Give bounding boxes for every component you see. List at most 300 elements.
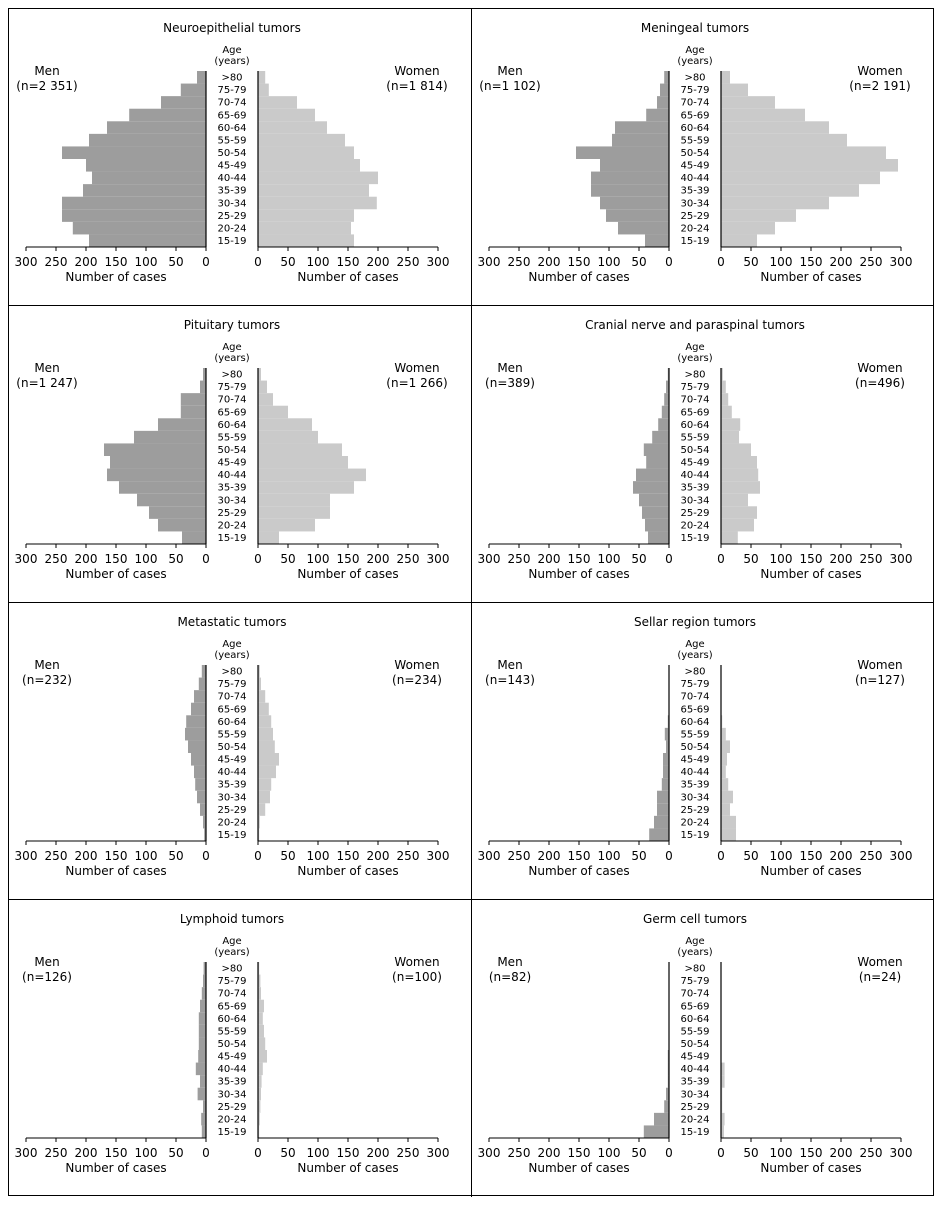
men-bar xyxy=(202,1125,206,1138)
men-label: Men xyxy=(34,658,60,672)
age-group-label: >80 xyxy=(684,666,706,678)
age-group-label: 60-64 xyxy=(217,419,247,431)
age-group-label: 70-74 xyxy=(217,691,247,703)
women-x-tick-label: 100 xyxy=(306,552,330,566)
women-x-tick-label: 300 xyxy=(426,552,450,566)
women-bar xyxy=(258,172,378,185)
men-bar xyxy=(200,1075,206,1088)
men-bar xyxy=(197,71,206,84)
age-group-label: 60-64 xyxy=(680,419,710,431)
women-bar xyxy=(258,234,354,247)
women-bar xyxy=(258,494,330,507)
men-x-tick-label: 100 xyxy=(134,552,158,566)
women-x-tick-label: 200 xyxy=(829,552,853,566)
women-bar xyxy=(721,234,757,247)
age-axis-label: Age xyxy=(685,45,705,56)
women-x-tick-label: 0 xyxy=(717,849,725,863)
men-bar xyxy=(662,778,669,791)
age-group-label: 75-79 xyxy=(217,85,247,97)
age-group-label: 55-59 xyxy=(217,729,247,741)
women-x-tick-label: 200 xyxy=(829,255,853,269)
women-count: (n=100) xyxy=(392,970,442,984)
age-group-label: >80 xyxy=(684,72,706,84)
women-bar xyxy=(721,803,730,816)
men-bar xyxy=(202,665,206,678)
women-bar xyxy=(258,1025,264,1038)
men-bar xyxy=(62,209,206,222)
men-x-tick-label: 0 xyxy=(202,1146,210,1160)
age-group-label: 35-39 xyxy=(217,779,247,791)
chart-title: Cranial nerve and paraspinal tumors xyxy=(585,318,805,332)
women-bar xyxy=(258,803,265,816)
men-x-tick-label: 0 xyxy=(202,255,210,269)
women-count: (n=2 191) xyxy=(849,79,911,93)
women-x-axis-title: Number of cases xyxy=(297,864,399,878)
men-bar xyxy=(652,431,669,444)
men-x-tick-label: 50 xyxy=(631,849,647,863)
men-bar xyxy=(129,109,206,122)
pyramid-chart xyxy=(9,9,472,306)
chart-panel xyxy=(472,603,933,900)
women-bar xyxy=(721,121,829,134)
men-bar xyxy=(649,828,669,841)
age-group-label: 30-34 xyxy=(680,1089,710,1101)
age-group-label: 30-34 xyxy=(217,792,247,804)
men-x-tick-label: 150 xyxy=(104,552,128,566)
men-bar xyxy=(618,222,669,235)
age-group-label: 45-49 xyxy=(217,1051,247,1063)
women-x-tick-label: 300 xyxy=(889,255,913,269)
women-x-tick-label: 50 xyxy=(743,1146,759,1160)
women-x-tick-label: 100 xyxy=(769,552,793,566)
men-x-tick-label: 150 xyxy=(567,849,591,863)
men-bar xyxy=(149,506,206,519)
age-group-label: 70-74 xyxy=(680,97,710,109)
men-x-tick-label: 200 xyxy=(74,849,98,863)
women-bar xyxy=(721,443,751,456)
age-group-label: 25-29 xyxy=(217,507,247,519)
men-x-axis-title: Number of cases xyxy=(528,270,630,284)
age-axis-unit: (years) xyxy=(214,353,250,364)
women-bar xyxy=(721,728,726,741)
men-bar xyxy=(644,443,669,456)
pyramid-chart xyxy=(472,900,933,1197)
men-bar xyxy=(600,159,669,172)
men-count: (n=2 351) xyxy=(16,79,78,93)
age-group-label: 30-34 xyxy=(217,198,247,210)
women-bar xyxy=(721,469,758,482)
women-x-axis-title: Number of cases xyxy=(297,270,399,284)
men-bar xyxy=(181,84,206,97)
women-x-tick-label: 50 xyxy=(280,255,296,269)
chart-panel xyxy=(472,900,933,1197)
women-x-tick-label: 0 xyxy=(254,1146,262,1160)
age-group-label: 70-74 xyxy=(680,394,710,406)
women-x-axis-title: Number of cases xyxy=(760,567,862,581)
women-bar xyxy=(258,715,271,728)
women-x-tick-label: 150 xyxy=(799,1146,823,1160)
chart-panel xyxy=(9,603,472,900)
women-bar xyxy=(721,184,859,197)
men-bar xyxy=(654,816,669,829)
age-group-label: 75-79 xyxy=(217,976,247,988)
age-group-label: 75-79 xyxy=(680,976,710,988)
pyramid-chart xyxy=(472,306,933,603)
men-x-tick-label: 250 xyxy=(507,552,531,566)
men-x-tick-label: 250 xyxy=(44,1146,68,1160)
men-x-tick-label: 250 xyxy=(507,849,531,863)
women-bar xyxy=(258,1000,264,1013)
women-bar xyxy=(721,71,730,84)
men-bar xyxy=(654,1113,669,1126)
age-group-label: 40-44 xyxy=(680,173,710,185)
women-bar xyxy=(258,778,271,791)
age-group-label: 25-29 xyxy=(680,507,710,519)
age-group-label: 65-69 xyxy=(217,704,247,716)
age-group-label: 55-59 xyxy=(680,729,710,741)
age-axis-unit: (years) xyxy=(214,650,250,661)
age-group-label: 65-69 xyxy=(680,407,710,419)
women-bar xyxy=(258,146,354,159)
women-bar xyxy=(721,766,726,779)
age-group-label: 55-59 xyxy=(217,1026,247,1038)
men-x-tick-label: 0 xyxy=(202,849,210,863)
age-group-label: 65-69 xyxy=(680,110,710,122)
women-x-tick-label: 50 xyxy=(280,1146,296,1160)
pyramid-chart xyxy=(9,306,472,603)
men-bar xyxy=(89,134,206,147)
women-bar xyxy=(721,791,733,804)
chart-panel xyxy=(9,9,472,306)
women-x-tick-label: 300 xyxy=(889,849,913,863)
women-x-tick-label: 50 xyxy=(280,552,296,566)
men-x-tick-label: 100 xyxy=(597,1146,621,1160)
men-bar xyxy=(663,766,669,779)
men-x-axis-title: Number of cases xyxy=(65,864,167,878)
age-group-label: 15-19 xyxy=(217,533,247,544)
women-bar xyxy=(721,753,727,766)
men-x-axis-title: Number of cases xyxy=(528,864,630,878)
age-group-label: 15-19 xyxy=(680,830,710,841)
women-bar xyxy=(258,766,276,779)
women-bar xyxy=(258,531,279,544)
men-x-tick-label: 250 xyxy=(507,1146,531,1160)
women-bar xyxy=(721,816,736,829)
men-bar xyxy=(576,146,669,159)
age-group-label: 35-39 xyxy=(217,185,247,197)
men-x-tick-label: 150 xyxy=(567,552,591,566)
men-bar xyxy=(62,197,206,210)
women-x-tick-label: 250 xyxy=(396,1146,420,1160)
age-axis-unit: (years) xyxy=(677,650,713,661)
chart-title: Metastatic tumors xyxy=(177,615,287,629)
men-bar xyxy=(158,519,206,532)
age-axis-label: Age xyxy=(222,342,242,353)
age-group-label: 20-24 xyxy=(680,817,710,829)
women-x-tick-label: 100 xyxy=(769,849,793,863)
women-bar xyxy=(721,431,739,444)
women-bar xyxy=(258,134,345,147)
women-bar xyxy=(721,531,738,544)
age-group-label: 65-69 xyxy=(680,1001,710,1013)
women-bar xyxy=(258,84,269,97)
men-bar xyxy=(658,418,669,431)
chart-title: Germ cell tumors xyxy=(643,912,747,926)
men-x-tick-label: 50 xyxy=(168,1146,184,1160)
age-group-label: 35-39 xyxy=(680,185,710,197)
age-group-label: 55-59 xyxy=(217,135,247,147)
women-x-tick-label: 200 xyxy=(829,1146,853,1160)
women-label: Women xyxy=(857,955,903,969)
women-bar xyxy=(258,71,265,84)
age-group-label: 55-59 xyxy=(680,432,710,444)
women-x-tick-label: 250 xyxy=(859,849,883,863)
women-bar xyxy=(258,469,366,482)
women-x-tick-label: 0 xyxy=(717,255,725,269)
women-bar xyxy=(258,121,327,134)
women-bar xyxy=(258,1012,263,1025)
men-bar xyxy=(201,1113,206,1126)
men-bar xyxy=(181,406,206,419)
men-bar xyxy=(200,803,206,816)
women-x-tick-label: 100 xyxy=(306,255,330,269)
men-x-tick-label: 250 xyxy=(44,849,68,863)
pyramid-chart xyxy=(9,603,472,900)
women-x-tick-label: 200 xyxy=(366,255,390,269)
men-bar xyxy=(107,121,206,134)
men-label: Men xyxy=(34,955,60,969)
men-bar xyxy=(62,146,206,159)
men-label: Men xyxy=(497,955,523,969)
women-x-tick-label: 150 xyxy=(336,255,360,269)
women-x-tick-label: 50 xyxy=(280,849,296,863)
men-x-tick-label: 100 xyxy=(134,849,158,863)
men-label: Men xyxy=(34,361,60,375)
age-group-label: >80 xyxy=(684,963,706,975)
age-axis-label: Age xyxy=(222,936,242,947)
women-x-axis-title: Number of cases xyxy=(760,1161,862,1175)
age-group-label: 60-64 xyxy=(217,1013,247,1025)
age-group-label: 30-34 xyxy=(217,495,247,507)
women-label: Women xyxy=(857,658,903,672)
women-count: (n=127) xyxy=(855,673,905,687)
women-bar xyxy=(721,172,880,185)
age-group-label: 50-54 xyxy=(217,742,247,753)
men-x-tick-label: 300 xyxy=(477,255,501,269)
women-count: (n=234) xyxy=(392,673,442,687)
age-group-label: 40-44 xyxy=(680,470,710,482)
age-group-label: 15-19 xyxy=(680,1127,710,1138)
women-x-axis-title: Number of cases xyxy=(297,567,399,581)
women-x-tick-label: 250 xyxy=(859,255,883,269)
age-group-label: >80 xyxy=(221,666,243,678)
age-group-label: 70-74 xyxy=(217,97,247,109)
men-x-tick-label: 0 xyxy=(665,849,673,863)
women-x-tick-label: 200 xyxy=(366,849,390,863)
women-x-tick-label: 150 xyxy=(799,255,823,269)
age-group-label: 45-49 xyxy=(680,1051,710,1063)
men-bar xyxy=(104,443,206,456)
women-bar xyxy=(258,1050,267,1063)
men-x-tick-label: 150 xyxy=(567,255,591,269)
age-group-label: 70-74 xyxy=(217,394,247,406)
men-bar xyxy=(645,234,669,247)
men-bar xyxy=(591,184,669,197)
age-group-label: 50-54 xyxy=(680,1039,710,1050)
men-bar xyxy=(199,678,206,691)
men-x-axis-title: Number of cases xyxy=(528,1161,630,1175)
women-bar xyxy=(258,431,318,444)
men-bar xyxy=(606,209,669,222)
men-x-axis-title: Number of cases xyxy=(65,567,167,581)
men-x-tick-label: 50 xyxy=(168,849,184,863)
men-bar xyxy=(194,766,206,779)
age-group-label: 15-19 xyxy=(217,236,247,247)
age-group-label: 35-39 xyxy=(217,482,247,494)
men-bar xyxy=(181,393,206,406)
men-count: (n=1 247) xyxy=(16,376,78,390)
women-count: (n=1 266) xyxy=(386,376,448,390)
age-axis-unit: (years) xyxy=(214,947,250,958)
age-group-label: 75-79 xyxy=(217,382,247,394)
age-group-label: 25-29 xyxy=(680,804,710,816)
men-x-tick-label: 300 xyxy=(477,552,501,566)
chart-panel xyxy=(9,306,472,603)
women-bar xyxy=(258,381,267,394)
age-group-label: 40-44 xyxy=(680,1064,710,1076)
women-count: (n=496) xyxy=(855,376,905,390)
women-bar xyxy=(721,778,728,791)
women-x-tick-label: 50 xyxy=(743,552,759,566)
men-bar xyxy=(89,234,206,247)
men-count: (n=1 102) xyxy=(479,79,541,93)
men-bar xyxy=(657,96,669,109)
men-bar xyxy=(644,1125,669,1138)
women-x-tick-label: 300 xyxy=(426,255,450,269)
women-bar xyxy=(258,740,275,753)
age-group-label: 20-24 xyxy=(217,1114,247,1126)
age-group-label: 25-29 xyxy=(217,210,247,222)
women-x-tick-label: 300 xyxy=(426,1146,450,1160)
women-bar xyxy=(258,753,279,766)
pyramid-chart xyxy=(472,9,933,306)
men-x-tick-label: 100 xyxy=(597,849,621,863)
men-x-tick-label: 0 xyxy=(202,552,210,566)
men-bar xyxy=(591,172,669,185)
women-count: (n=1 814) xyxy=(386,79,448,93)
women-x-axis-title: Number of cases xyxy=(760,270,862,284)
men-x-tick-label: 150 xyxy=(104,1146,128,1160)
men-bar xyxy=(615,121,669,134)
men-bar xyxy=(195,778,206,791)
men-x-tick-label: 100 xyxy=(597,552,621,566)
age-group-label: 40-44 xyxy=(680,767,710,779)
men-x-tick-label: 300 xyxy=(14,1146,38,1160)
age-axis-label: Age xyxy=(685,936,705,947)
men-bar xyxy=(663,753,669,766)
age-group-label: 20-24 xyxy=(217,817,247,829)
men-x-tick-label: 100 xyxy=(134,255,158,269)
age-group-label: 40-44 xyxy=(217,767,247,779)
age-group-label: 30-34 xyxy=(680,792,710,804)
men-x-tick-label: 300 xyxy=(14,255,38,269)
age-group-label: 15-19 xyxy=(680,533,710,544)
men-x-tick-label: 50 xyxy=(168,255,184,269)
men-bar xyxy=(664,393,669,406)
men-bar xyxy=(134,431,206,444)
men-bar xyxy=(194,690,206,703)
age-group-label: >80 xyxy=(221,72,243,84)
women-x-tick-label: 50 xyxy=(743,849,759,863)
women-x-axis-title: Number of cases xyxy=(760,864,862,878)
age-group-label: 40-44 xyxy=(217,470,247,482)
age-group-label: 25-29 xyxy=(680,1101,710,1113)
women-bar xyxy=(721,134,847,147)
figure-grid xyxy=(8,8,934,1196)
men-bar xyxy=(664,1100,669,1113)
women-x-tick-label: 0 xyxy=(254,849,262,863)
men-bar xyxy=(660,84,669,97)
women-label: Women xyxy=(394,64,440,78)
age-group-label: 25-29 xyxy=(217,1101,247,1113)
men-label: Men xyxy=(497,64,523,78)
men-x-tick-label: 50 xyxy=(631,552,647,566)
women-x-tick-label: 150 xyxy=(799,552,823,566)
men-x-tick-label: 100 xyxy=(597,255,621,269)
age-group-label: 65-69 xyxy=(217,407,247,419)
women-x-tick-label: 300 xyxy=(889,1146,913,1160)
men-bar xyxy=(200,1000,206,1013)
age-group-label: 60-64 xyxy=(680,122,710,134)
women-x-tick-label: 150 xyxy=(336,1146,360,1160)
chart-title: Meningeal tumors xyxy=(640,21,750,35)
men-bar xyxy=(196,1063,206,1076)
age-group-label: 35-39 xyxy=(680,482,710,494)
women-bar xyxy=(258,690,265,703)
men-bar xyxy=(202,987,206,1000)
men-x-tick-label: 50 xyxy=(631,1146,647,1160)
men-x-axis-title: Number of cases xyxy=(65,1161,167,1175)
women-x-tick-label: 250 xyxy=(859,1146,883,1160)
men-x-tick-label: 300 xyxy=(477,1146,501,1160)
women-bar xyxy=(721,519,754,532)
women-bar xyxy=(258,393,273,406)
men-count: (n=232) xyxy=(22,673,72,687)
men-bar xyxy=(199,1037,206,1050)
women-bar xyxy=(721,740,730,753)
age-group-label: 75-79 xyxy=(217,679,247,691)
age-group-label: 40-44 xyxy=(217,173,247,185)
men-bar xyxy=(186,715,206,728)
women-bar xyxy=(258,209,354,222)
women-count: (n=24) xyxy=(858,970,902,984)
women-x-tick-label: 0 xyxy=(717,1146,725,1160)
men-x-tick-label: 200 xyxy=(537,849,561,863)
men-label: Men xyxy=(497,658,523,672)
men-x-tick-label: 50 xyxy=(631,255,647,269)
women-label: Women xyxy=(394,658,440,672)
women-bar xyxy=(721,222,775,235)
age-group-label: 55-59 xyxy=(217,432,247,444)
pyramid-chart xyxy=(472,603,933,900)
men-bar xyxy=(191,703,206,716)
men-x-tick-label: 150 xyxy=(567,1146,591,1160)
age-group-label: >80 xyxy=(684,369,706,381)
men-bar xyxy=(199,1025,206,1038)
men-x-tick-label: 300 xyxy=(477,849,501,863)
men-bar xyxy=(199,1012,206,1025)
age-axis-label: Age xyxy=(685,342,705,353)
